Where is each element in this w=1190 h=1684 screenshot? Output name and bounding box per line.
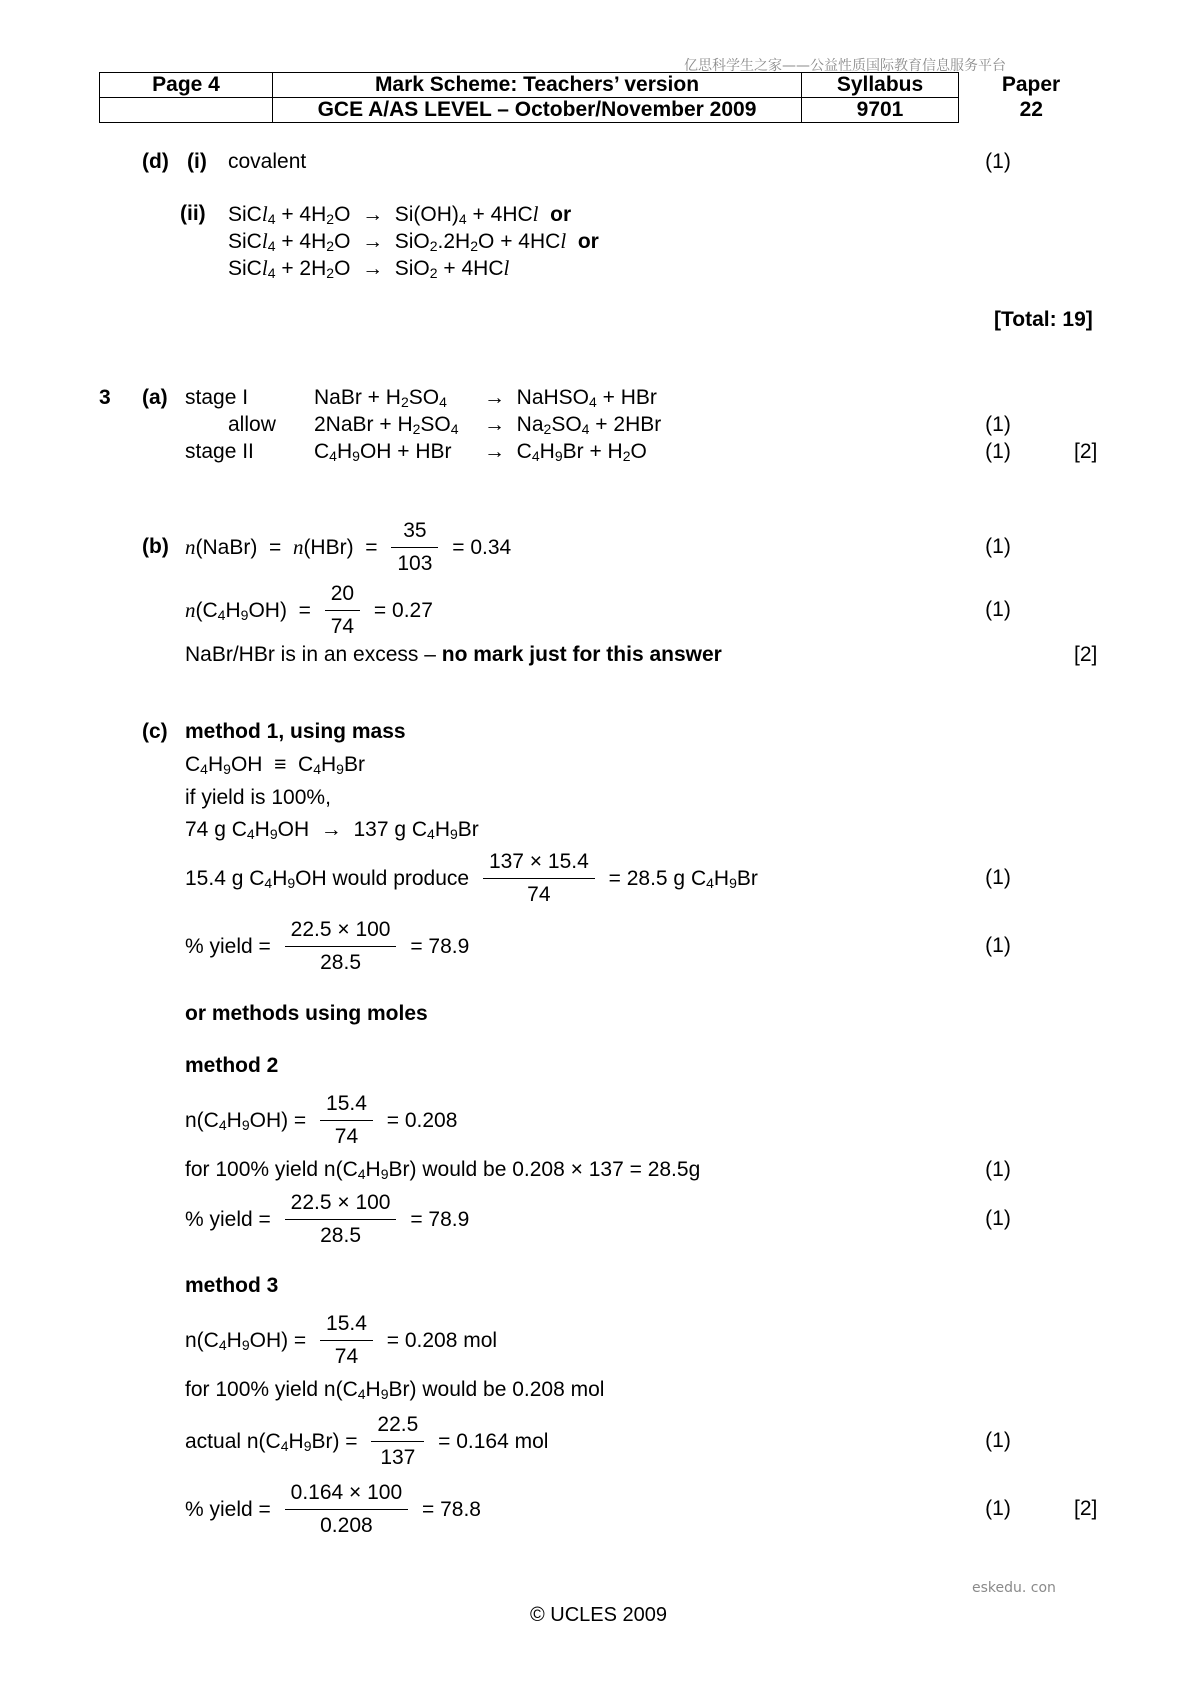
q3a-stage2-rhs: → $C_4H_9Br + H_2O$ [484, 440, 647, 464]
q2d-ii-eq3: SiCl$_4$ + $2H_2O \to SiO_2 + 4HCl$ [228, 256, 510, 281]
q3b-line2: $n(C_4H_9OH)$ = $\frac{20}{74}$ = 0.27 [185, 582, 433, 638]
q3a-mark1: (1) [985, 413, 1011, 436]
q3a-mark2: (1) [985, 440, 1011, 463]
q3c-m3-moles: $n(C_4H_9OH)$ = $\frac{15.4}{74}$ = 0.208 mol [185, 1312, 498, 1368]
q3c-m2-moles: $n(C_4H_9OH)$ = $\frac{15.4}{74}$ = 0.208 [185, 1092, 458, 1148]
q3a-allow-rhs: → $Na_2SO_4 + 2HBr$ [484, 413, 662, 437]
q3c-m3-mark2: (1) [985, 1497, 1011, 1520]
q3c-m1-produce: 15.4 g $C_4H_9OH$ would produce $\frac{137 \times 15.4}{74}$ = 28.5 g $C_4H_9Br$ [185, 850, 758, 906]
header-empty-cell [100, 98, 273, 123]
header-syllabus-label: Syllabus [802, 73, 959, 98]
q3a-allow: allow [228, 413, 276, 436]
q3a-allow-lhs: 2NaBr + $H_2SO_4$ [314, 413, 459, 437]
q3c-m1-mark1: (1) [985, 866, 1011, 889]
header-title: Mark Scheme: Teachers’ version [273, 73, 802, 98]
q2d-i-label: (i) [187, 150, 207, 173]
q3a-label: (a) [142, 386, 168, 409]
q3c-m3-mark1: (1) [985, 1429, 1011, 1452]
q3a-total: [2] [1074, 440, 1098, 463]
q3c-m1-mark2: (1) [985, 934, 1011, 957]
header-paper: 22 [1019, 98, 1043, 121]
q3a-stage1: stage I [185, 386, 249, 409]
q3b-mark1: (1) [985, 535, 1011, 558]
header-page: Page 4 [100, 73, 273, 98]
q3c-m2-yield100: for 100% yield $n(C_4H_9Br)$ would be 0.208 × 137 = 28.5g [185, 1158, 701, 1182]
watermark-top: 亿思科学生之家——公益性质国际教育信息服务平台 [684, 58, 1006, 74]
q3c-m1-title: method 1, using mass [185, 720, 406, 743]
q3b-line1: n(NaBr) = n(HBr) = $\frac{35}{103}$ = 0.34 [185, 519, 512, 575]
q3c-m3-yield100: for 100% yield $n(C_4H_9Br)$ would be 0.208 mol [185, 1378, 605, 1402]
header-syllabus: 9701 [802, 98, 959, 123]
q3b-frac2: $\frac{20}{74}$ [325, 581, 360, 640]
q2d-ii-eq2: SiCl$_4$ + $4H_2O \to SiO_2.2H_2O + 4HCl$ or [228, 229, 599, 254]
q2d-i-answer: covalent [228, 150, 307, 173]
q3b-total: [2] [1074, 643, 1098, 666]
q3a-stage1-lhs: NaBr + $H_2SO_4$ [314, 386, 447, 410]
q3c-yield100: if yield is 100%, [185, 786, 331, 809]
q3a-stage2-lhs: $C_4H_9OH$ + HBr [314, 440, 452, 464]
q3b-excess: NaBr/HBr is in an excess – no mark just for this answer [185, 643, 722, 666]
q3a-stage1-rhs: → NaHSO$_4$ + HBr [484, 386, 657, 410]
q3c-m3-frac: $\frac{15.4}{74}$ [320, 1311, 373, 1370]
q3c-or-moles: or methods using moles [185, 1002, 428, 1025]
q3c-m2-mark1: (1) [985, 1158, 1011, 1181]
q3c-yield-frac1: $\frac{22.5 \times 100}{28.5}$ [285, 917, 397, 976]
q3a-stage2: stage II [185, 440, 254, 463]
q3c-frac1: $\frac{137 \times 15.4}{74}$ [483, 849, 595, 908]
q3c-m2-frac: $\frac{15.4}{74}$ [320, 1091, 373, 1150]
q3c-m3-actual-frac: $\frac{22.5}{137}$ [371, 1412, 424, 1471]
q3-number: 3 [99, 386, 111, 409]
footer-copyright: © UCLES 2009 [530, 1604, 668, 1626]
header-exam: GCE A/AS LEVEL – October/November 2009 [273, 98, 802, 123]
q2-total: [Total: 19] [994, 308, 1093, 331]
q3c-yield-frac2: $\frac{22.5 \times 100}{28.5}$ [285, 1190, 397, 1249]
q3c-m1-yield: % yield = $\frac{22.5 \times 100}{28.5}$ = 78.9 [185, 918, 470, 974]
q3c-mass-relation: 74 g $C_4H_9OH \to 137$ g $C_4H_9Br$ [185, 818, 479, 842]
watermark-bottom: eskedu. con [972, 1580, 1056, 1596]
q3c-m2-mark2: (1) [985, 1207, 1011, 1230]
q3c-label: (c) [142, 720, 168, 743]
q2d-ii-label: (ii) [180, 202, 206, 225]
header-table [99, 72, 1104, 123]
q3c-total: [2] [1074, 1497, 1098, 1520]
header-paper-label: Paper [1001, 73, 1061, 96]
q3c-m2-yield: % yield = $\frac{22.5 \times 100}{28.5}$ = 78.9 [185, 1191, 470, 1247]
q2d-ii-eq1: SiCl$_4$ + $4H_2O \to Si(OH)_4 + 4HCl$ or [228, 202, 572, 227]
q3c-m3-title: method 3 [185, 1274, 279, 1297]
q3c-m2-title: method 2 [185, 1054, 279, 1077]
q3c-m3-actual: actual $n(C_4H_9Br)$ = $\frac{22.5}{137}$ = 0.164 mol [185, 1413, 549, 1469]
q2d-i-mark: (1) [985, 150, 1011, 173]
q3c-m3-yield: % yield = $\frac{0.164 \times 100}{0.208}$ = 78.8 [185, 1481, 481, 1537]
q3c-yield-frac3: $\frac{0.164 \times 100}{0.208}$ [285, 1480, 409, 1539]
q3c-equiv: $C_4H_9OH \equiv C_4H_9Br$ [185, 753, 365, 777]
q2d-label: (d) [142, 150, 169, 173]
q3b-frac1: $\frac{35}{103}$ [391, 518, 438, 577]
q3b-label: (b) [142, 535, 169, 558]
q3b-mark2: (1) [985, 598, 1011, 621]
